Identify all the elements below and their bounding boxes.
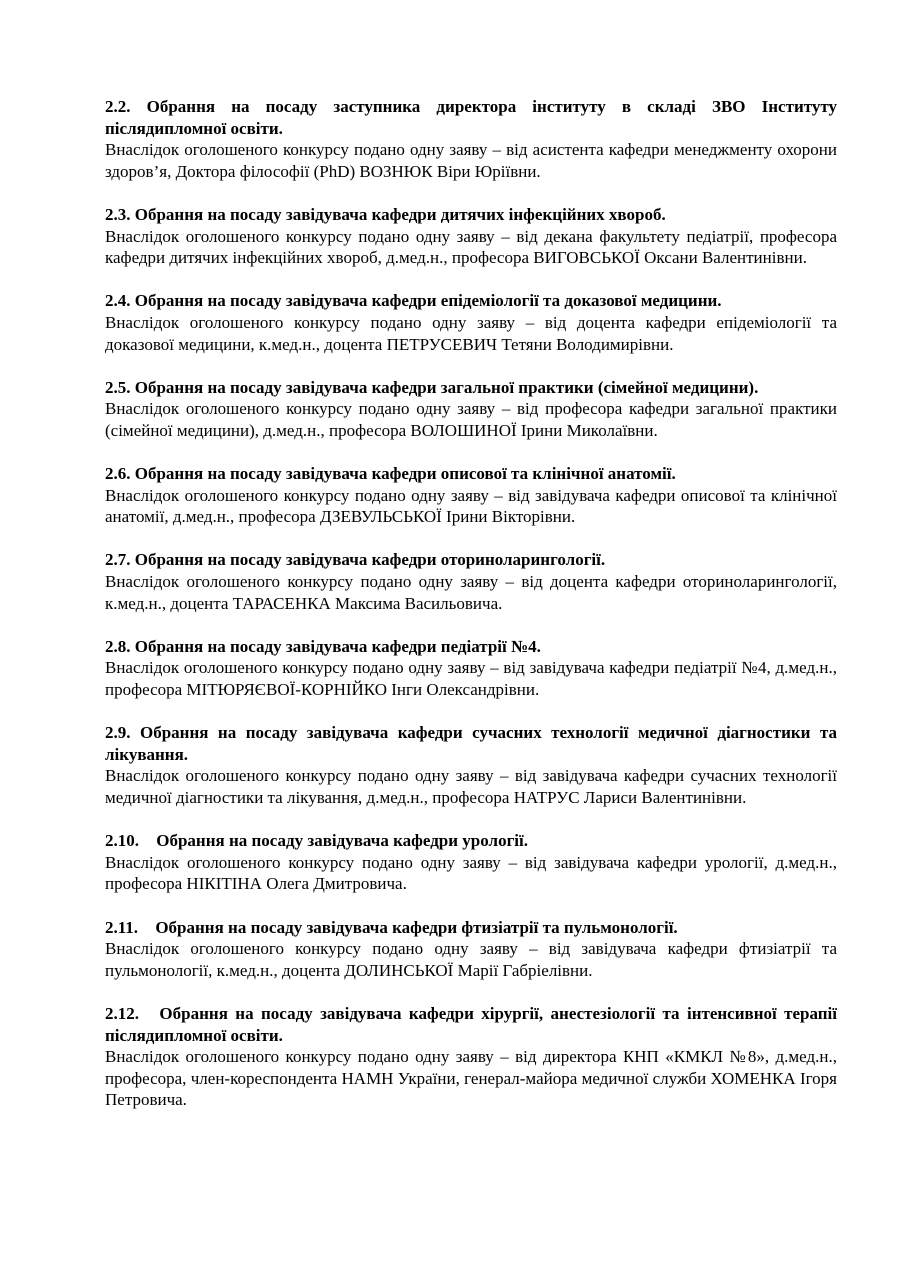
section-title: Обрання на посаду завідувача кафедри хірургії, анестезіології та інтенсивної терапії післядипломної освіти. <box>105 1003 837 1045</box>
section <box>105 636 837 701</box>
section <box>105 204 837 269</box>
section-title: Обрання на посаду завідувача кафедри описової та клінічної анатомії. <box>134 464 676 484</box>
section-heading <box>105 830 837 852</box>
section-number: 2.5. <box>105 377 131 397</box>
section-heading <box>105 636 837 658</box>
section-body: Внаслідок оголошеного конкурсу подано одну заяву – від завідувача кафедри педіатрії №4, д.мед.н., професора МІТЮРЯЄВОЇ-КОРНІЙКО Інги Олександрівни. <box>105 658 837 700</box>
section <box>105 96 837 182</box>
section-heading <box>105 463 837 485</box>
section-title: Обрання на посаду завідувача кафедри сучасних технології медичної діагностики та лікування. <box>105 723 837 764</box>
section-body: Внаслідок оголошеного конкурсу подано одну заяву – від асистента кафедри менеджменту охорони здоров’я, Доктора філософії (PhD) ВОЗНЮК Віри Юріївни. <box>105 140 837 181</box>
section-title: Обрання на посаду завідувача кафедри епідеміології та доказової медицини. <box>134 291 722 311</box>
section-number: 2.7. <box>105 550 131 570</box>
section-heading <box>105 290 837 312</box>
section-number: 2.2. <box>105 97 131 116</box>
section-number: 2.12. <box>105 1003 139 1023</box>
section <box>105 549 837 614</box>
section-heading <box>105 917 837 939</box>
section-heading <box>105 96 837 139</box>
section-title: Обрання на посаду завідувача кафедри урології. <box>156 831 528 851</box>
section-title: Обрання на посаду завідувача кафедри оториноларингології. <box>134 550 606 570</box>
section-title: Обрання на посаду завідувача кафедри дитячих інфекційних хвороб. <box>134 204 666 224</box>
section-body: Внаслідок оголошеного конкурсу подано одну заяву – від доцента кафедри оториноларингології, к.мед.н., доцента ТАРАСЕНКА Максима Васильовича. <box>105 572 837 613</box>
section-heading <box>105 1003 837 1046</box>
section-title: Обрання на посаду завідувача кафедри фтизіатрії та пульмонології. <box>155 917 678 937</box>
section <box>105 377 837 442</box>
section-number: 2.8. <box>105 636 131 656</box>
section-body: Внаслідок оголошеного конкурсу подано одну заяву – від завідувача кафедри описової та клінічної анатомії, д.мед.н., професора ДЗЕВУЛЬСЬКОЇ Ірини Вікторівни. <box>105 485 837 527</box>
section-title: Обрання на посаду завідувача кафедри педіатрії №4. <box>134 636 541 656</box>
section <box>105 722 837 808</box>
section-body: Внаслідок оголошеного конкурсу подано одну заяву – від доцента кафедри епідеміології та доказової медицини, к.мед.н., доцента ПЕТРУСЕВИЧ Тетяни Володимирівни. <box>105 312 837 354</box>
section-body: Внаслідок оголошеного конкурсу подано одну заяву – від завідувача кафедри урології, д.мед.н., професора НІКІТІНА Олега Дмитровича. <box>105 852 837 894</box>
section-body: Внаслідок оголошеного конкурсу подано одну заяву – від декана факультету педіатрії, професора кафедри дитячих інфекційних хвороб, д.мед.н., професора ВИГОВСЬКОЇ Оксани Валентинівни. <box>105 226 837 268</box>
section-number: 2.4. <box>105 291 131 311</box>
section-number: 2.9. <box>105 723 131 743</box>
section <box>105 463 837 528</box>
section-heading <box>105 377 837 399</box>
section-title: Обрання на посаду заступника директора інституту в складі ЗВО Інституту післядипломної освіти. <box>105 97 838 138</box>
section-title: Обрання на посаду завідувача кафедри загальної практики (сімейної медицини). <box>134 377 759 397</box>
document-content <box>105 96 837 1111</box>
section-heading <box>105 549 837 571</box>
section <box>105 830 837 895</box>
section-body: Внаслідок оголошеного конкурсу подано одну заяву – від завідувача кафедри фтизіатрії та пульмонології, к.мед.н., доцента ДОЛИНСЬКОЇ Марії Габріелівни. <box>105 939 837 980</box>
section-number: 2.10. <box>105 831 139 851</box>
section <box>105 917 837 982</box>
section-number: 2.6. <box>105 464 131 484</box>
section-body: Внаслідок оголошеного конкурсу подано одну заяву – від професора кафедри загальної практики (сімейної медицини), д.мед.н., професора ВОЛОШИНОЇ Ірини Миколаївни. <box>105 399 837 440</box>
section <box>105 1003 837 1111</box>
section-body: Внаслідок оголошеного конкурсу подано одну заяву – від директора КНП «КМКЛ №8», д.мед.н., професора, член-кореспондента НАМН України, генерал-майора медичної служби ХОМЕНКА Ігоря Петровича. <box>105 1047 837 1110</box>
section-heading <box>105 722 837 765</box>
section-number: 2.3. <box>105 204 131 224</box>
section-heading <box>105 204 837 226</box>
section-body: Внаслідок оголошеного конкурсу подано одну заяву – від завідувача кафедри сучасних технології медичної діагностики та лікування, д.мед.н., професора НАТРУС Лариси Валентинівни. <box>105 766 837 807</box>
section-number: 2.11. <box>105 917 139 937</box>
section <box>105 290 837 355</box>
